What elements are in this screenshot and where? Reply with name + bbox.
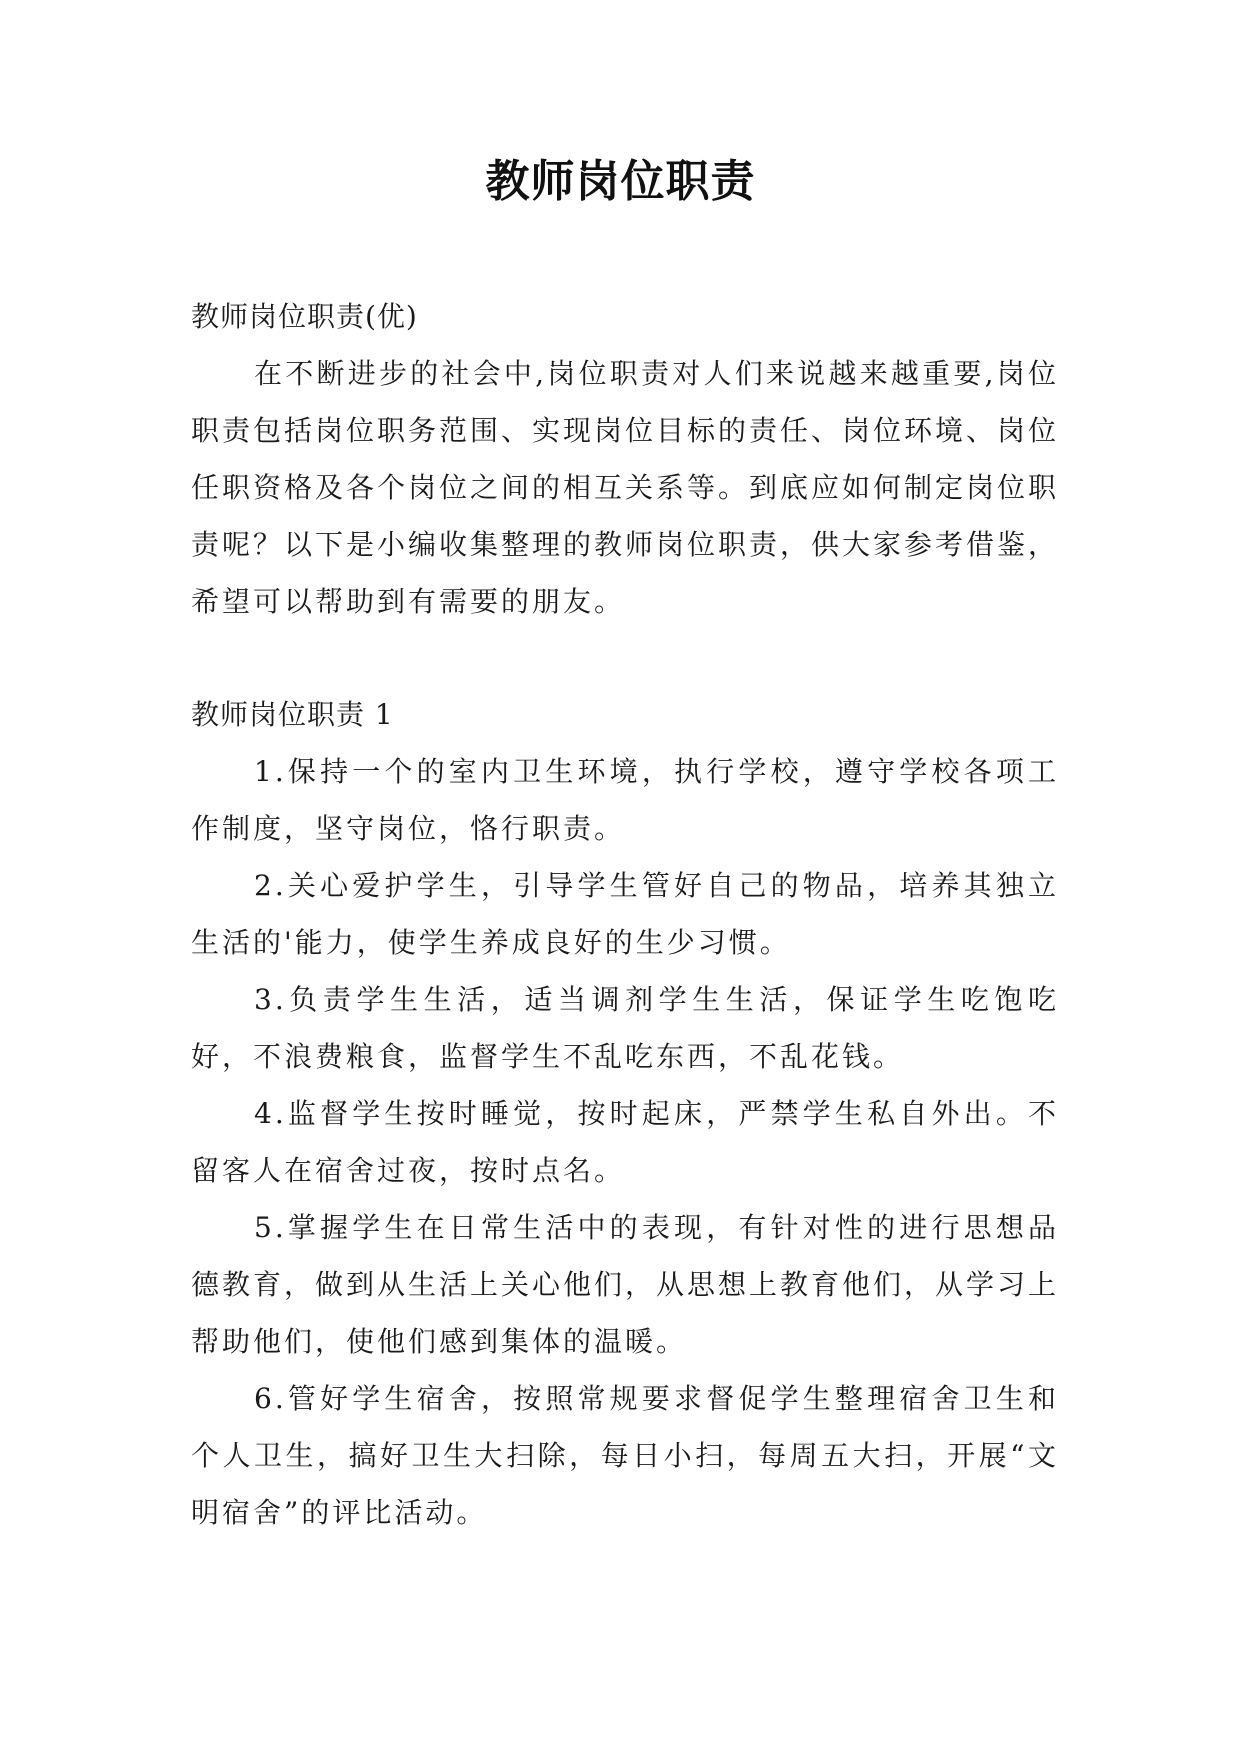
document-title: 教师岗位职责 xyxy=(485,156,756,207)
duty-item-2: 2.关心爱护学生，引导学生管好自己的物品，培养其独立生活的'能力，使学生养成良好的生少习惯。 xyxy=(191,869,1059,959)
duty-item-1: 1.保持一个的室内卫生环境，执行学校，遵守学校各项工作制度，坚守岗位，恪行职责。 xyxy=(191,755,1059,845)
section-heading: 教师岗位职责 1 xyxy=(191,698,394,731)
duty-item-3: 3.负责学生生活，适当调剂学生生活，保证学生吃饱吃好，不浪费粮食，监督学生不乱吃东西，不乱花钱。 xyxy=(191,983,1059,1073)
duty-item-5: 5.掌握学生在日常生活中的表现，有针对性的进行思想品德教育，做到从生活上关心他们，从思想上教育他们，从学习上帮助他们，使他们感到集体的温暖。 xyxy=(191,1211,1060,1358)
duty-item-6: 6.管好学生宿舍，按照常规要求督促学生整理宿舍卫生和个人卫生，搞好卫生大扫除，每日小扫，每周五大扫，开展“文明宿舍”的评比活动。 xyxy=(191,1382,1059,1529)
paragraph-spacer xyxy=(191,630,1059,686)
document-body xyxy=(191,288,1059,1541)
document-subtitle: 教师岗位职责(优) xyxy=(191,300,418,333)
intro-paragraph: 在不断进步的社会中,岗位职责对人们来说越来越重要,岗位职责包括岗位职务范围、实现岗位目标的责任、岗位环境、岗位任职资格及各个岗位之间的相互关系等。到底应如何制定岗位职责呢？以下是小编收集整理的教师岗位职责，供大家参考借鉴，希望可以帮助到有需要的朋友。 xyxy=(191,357,1060,618)
duty-item-4: 4.监督学生按时睡觉，按时起床，严禁学生私自外出。不留客人在宿舍过夜，按时点名。 xyxy=(191,1097,1059,1187)
